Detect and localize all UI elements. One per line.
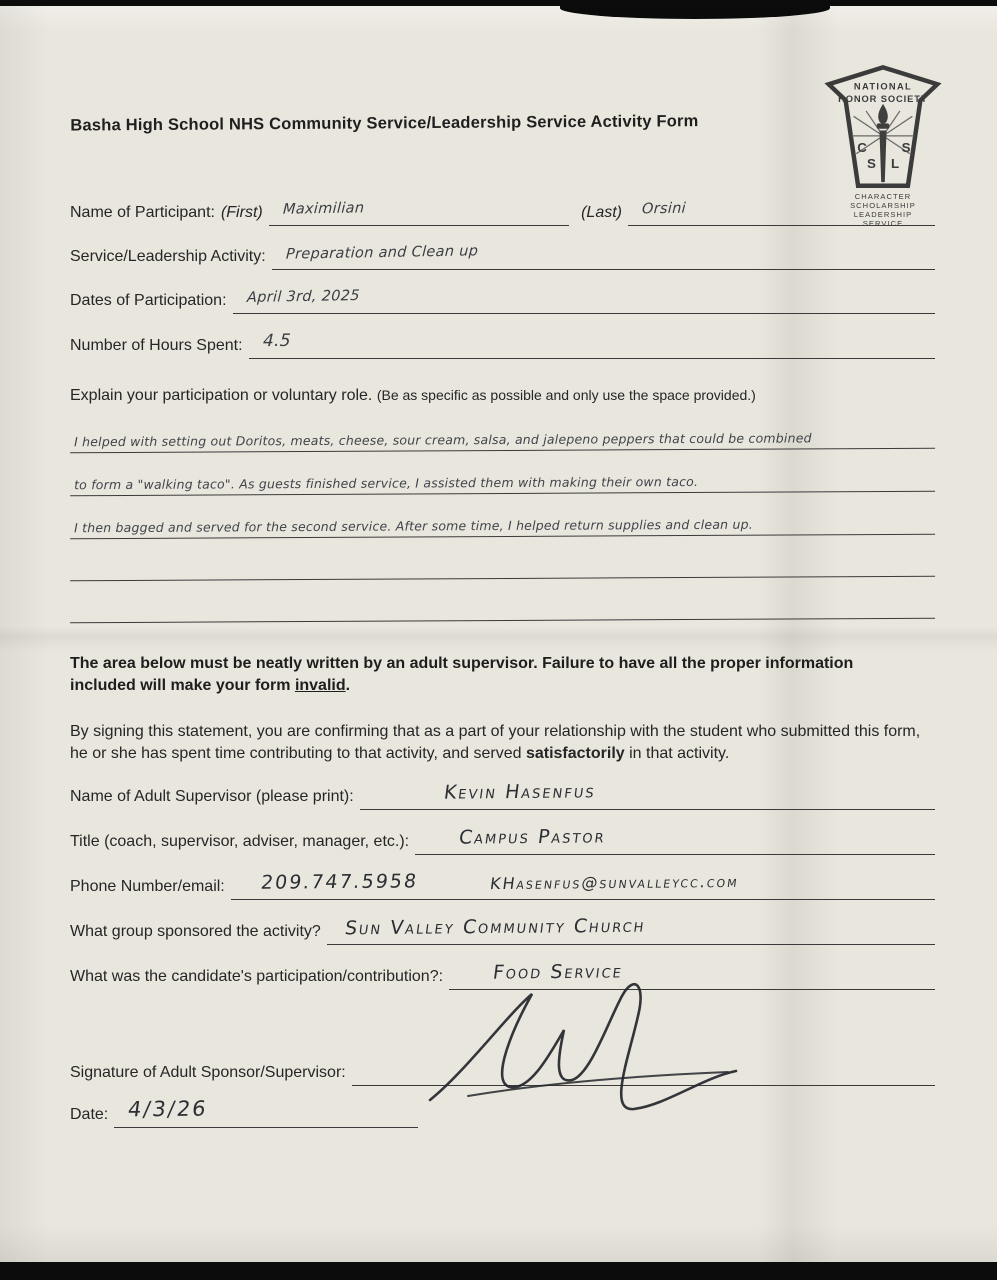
activity-row (70, 243, 935, 270)
contribution-row (70, 961, 935, 990)
supervisor-title-row (70, 826, 935, 855)
supervisor-name-row (70, 781, 935, 810)
supervisor-title-value: Campus Pastor (457, 825, 608, 849)
signature-row (70, 1060, 935, 1086)
explain-label: Explain your participation or voluntary role. (70, 387, 373, 404)
contribution-value: Food Service (491, 960, 625, 984)
statement-satisfactorily: satisfactorily (525, 745, 625, 762)
email-value: KHasenfus@sunvalleycc.com (488, 871, 740, 894)
dates-row (70, 287, 935, 314)
phone-email-row (70, 871, 935, 900)
logo-honor-society-text: HONOR SOCIETY (838, 94, 928, 105)
notice-period: . (345, 677, 351, 694)
explain-line-3: I then bagged and served for the second service. After some time, I helped return supplies and clean up. (70, 492, 935, 540)
notice-invalid-word: invalid (294, 677, 346, 694)
logo-letter-s2: S (901, 139, 911, 155)
sponsor-group-value: Sun Valley Community Church (343, 914, 647, 940)
logo-national-text: NATIONAL (853, 81, 913, 92)
explain-line-4 (70, 535, 935, 582)
participant-label: Name of Participant: (70, 204, 215, 221)
participant-name-row (70, 199, 935, 226)
form-title: Basha High School NHS Community Service/Leadership Service Activity Form (70, 112, 699, 135)
sponsor-group-field (327, 916, 935, 945)
date-value: 4/3/26 (126, 1096, 210, 1122)
supervisor-title-field (415, 826, 935, 855)
hours-label: Number of Hours Spent: (70, 337, 243, 354)
signing-statement (70, 721, 930, 765)
logo-motto-character: CHARACTER (854, 192, 912, 202)
sponsor-group-label: What group sponsored the activity? (70, 923, 321, 940)
activity-label: Service/Leadership Activity: (70, 248, 266, 265)
logo-letter-s1: S (866, 155, 876, 171)
dates-label: Dates of Participation: (70, 292, 227, 309)
activity-value: Preparation and Clean up (285, 243, 479, 263)
statement-part2: in that activity. (624, 745, 730, 762)
last-name-field (628, 199, 935, 226)
logo-letter-c: C (857, 139, 867, 155)
explain-note: (Be as specific as possible and only use the space provided.) (376, 387, 756, 403)
explain-heading (70, 383, 935, 408)
phone-value: 209.747.5958 (259, 870, 420, 894)
first-name-value: Maximilian (282, 200, 365, 218)
supervisor-title-label: Title (coach, supervisor, adviser, manager, etc.): (70, 833, 410, 850)
contribution-label: What was the candidate's participation/contribution?: (70, 968, 444, 985)
dates-field (233, 287, 935, 314)
phone-email-label: Phone Number/email: (70, 878, 225, 895)
supervisor-name-value: Kevin Hasenfus (442, 780, 597, 804)
first-name-field (269, 199, 569, 226)
activity-field (272, 243, 935, 270)
explain-line-1: I helped with setting out Doritos, meats, cheese, sour cream, salsa, and jalepeno peppers that could be combined (70, 406, 935, 454)
supervisor-notice (70, 653, 910, 697)
signature-field (352, 1061, 935, 1086)
signature-label: Signature of Adult Sponsor/Supervisor: (70, 1064, 346, 1081)
date-field (114, 1098, 418, 1128)
paper-form (0, 6, 997, 1262)
date-row (70, 1098, 935, 1128)
explain-line-5 (70, 577, 935, 624)
last-name-label: (Last) (581, 204, 622, 221)
hours-row (70, 331, 935, 359)
last-name-value: Orsini (641, 200, 687, 218)
statement-part1: By signing this statement, you are confirming that as a part of your relationship with the student who submitted this form, he or she has spent time contributing to that activity, and served (70, 723, 921, 762)
notice-main-text: The area below must be neatly written by an adult supervisor. Failure to have all the proper information included will make your form (70, 655, 854, 694)
first-name-label: (First) (220, 204, 263, 221)
logo-motto-leadership: LEADERSHIP (853, 209, 913, 219)
date-label: Date: (70, 1106, 109, 1123)
logo-motto-scholarship: SCHOLARSHIP (850, 200, 916, 210)
sponsor-group-row (70, 916, 935, 945)
logo-letter-l: L (891, 155, 900, 171)
hours-value: 4.5 (262, 330, 291, 352)
supervisor-name-label: Name of Adult Supervisor (please print): (70, 788, 354, 805)
dates-value: April 3rd, 2025 (246, 288, 360, 306)
logo-motto-service: SERVICE (862, 218, 904, 228)
contribution-field (449, 961, 935, 990)
supervisor-name-field (360, 781, 935, 810)
hours-field (249, 331, 935, 359)
phone-email-field (231, 871, 935, 900)
explain-line-2: to form a "walking taco". As guests finished service, I assisted them with making their own taco. (70, 449, 935, 497)
